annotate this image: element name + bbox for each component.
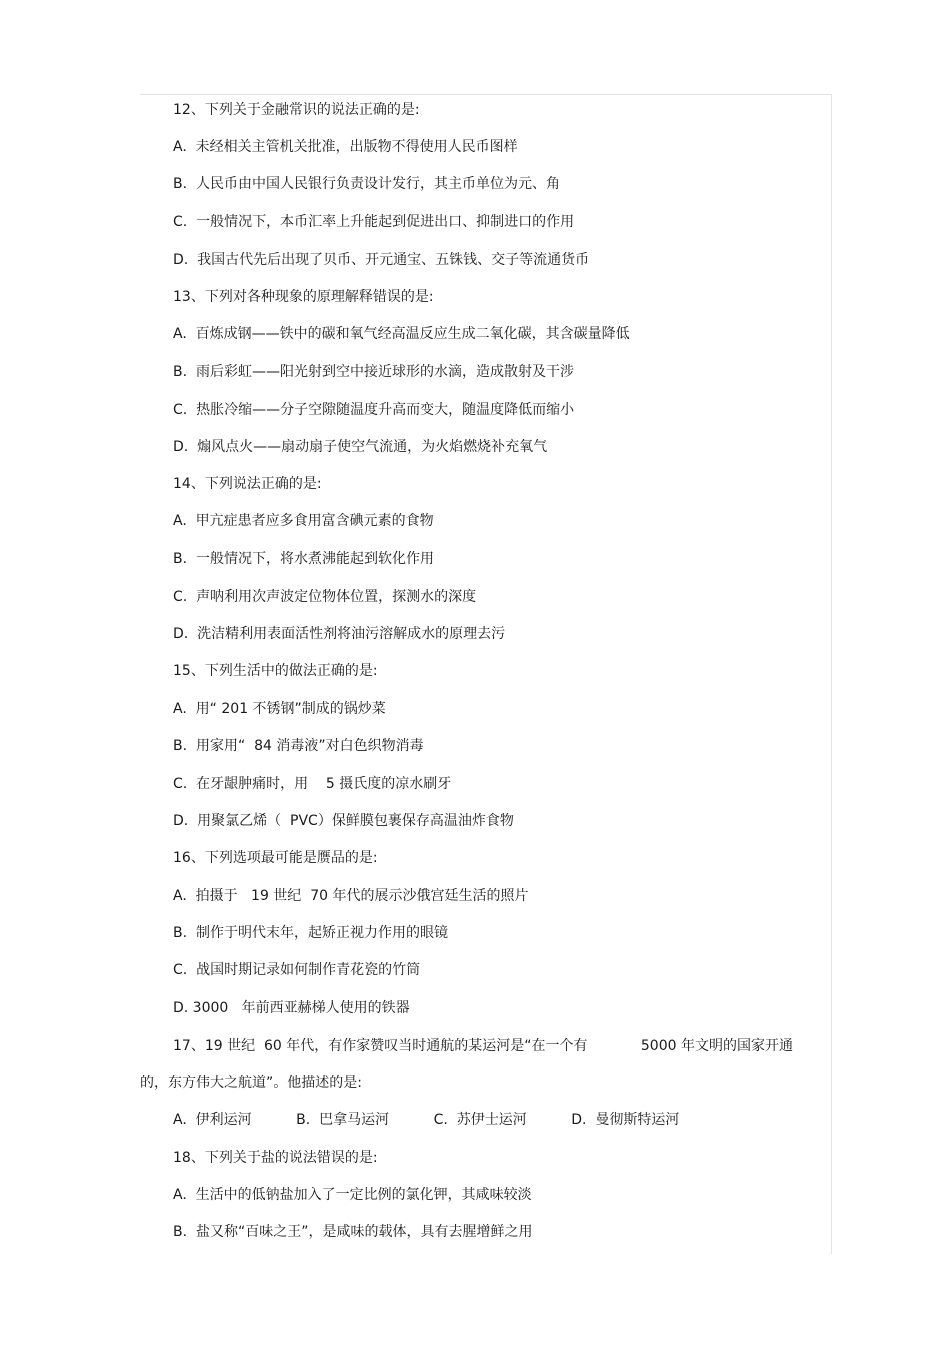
question-15-option-d: D. 用聚氯乙烯（ PVC）保鲜膜包裹保存高温油炸食物 — [173, 813, 514, 829]
question-15-option-b: B. 用家用“ 84 消毒液”对白色织物消毒 — [173, 738, 424, 754]
question-14-option-c: C. 声呐利用次声波定位物体位置，探测水的深度 — [173, 589, 477, 605]
question-18-option-b: B. 盐又称“百味之王”，是咸味的载体，具有去腥增鲜之用 — [173, 1224, 533, 1240]
question-14-option-d: D. 洗洁精利用表面活性剂将油污溶解成水的原理去污 — [173, 626, 506, 642]
question-12-option-b: B. 人民币由中国人民银行负责设计发行，其主币单位为元、角 — [173, 176, 560, 192]
question-13-option-d: D. 煽风点火——扇动扇子使空气流通，为火焰燃烧补充氧气 — [173, 439, 548, 455]
question-12: 12、下列关于金融常识的说法正确的是: — [173, 102, 420, 118]
question-16-option-a: A. 拍摄于 19 世纪 70 年代的展示沙俄宫廷生活的照片 — [173, 888, 529, 904]
question-15-option-c: C. 在牙龈肿痛时，用 5 摄氏度的凉水刷牙 — [173, 776, 452, 792]
question-13-option-c: C. 热胀冷缩——分子空隙随温度升高而变大，随温度降低而缩小 — [173, 402, 575, 418]
question-12-option-d: D. 我国古代先后出现了贝币、开元通宝、五铢钱、交子等流通货币 — [173, 252, 590, 268]
question-18: 18、下列关于盐的说法错误的是: — [173, 1150, 378, 1166]
question-12-option-a: A. 未经相关主管机关批准，出版物不得使用人民币图样 — [173, 139, 518, 155]
question-16: 16、下列选项最可能是赝品的是: — [173, 850, 378, 866]
question-13-option-b: B. 雨后彩虹——阳光射到空中接近球形的水滴，造成散射及干涉 — [173, 364, 574, 380]
question-16-option-b: B. 制作于明代末年，起矫正视力作用的眼镜 — [173, 925, 448, 941]
question-16-option-d: D. 3000 年前西亚赫梯人使用的铁器 — [173, 1000, 410, 1016]
question-16-option-c: C. 战国时期记录如何制作青花瓷的竹筒 — [173, 962, 421, 978]
question-18-option-a: A. 生活中的低钠盐加入了一定比例的氯化钾，其咸味较淡 — [173, 1187, 532, 1203]
question-17-options: A. 伊利运河 B. 巴拿马运河 C. 苏伊士运河 D. 曼彻斯特运河 — [173, 1112, 680, 1128]
question-13: 13、下列对各种现象的原理解释错误的是: — [173, 289, 434, 305]
question-15: 15、下列生活中的做法正确的是: — [173, 663, 378, 679]
question-17: 17、19 世纪 60 年代，有作家赞叹当时通航的某运河是“在一个有 5000 年文明的国家开通 — [173, 1038, 793, 1054]
question-14: 14、下列说法正确的是: — [173, 476, 322, 492]
question-17-continuation: 的，东方伟大之航道”。他描述的是: — [140, 1075, 362, 1091]
question-14-option-b: B. 一般情况下，将水煮沸能起到软化作用 — [173, 551, 434, 567]
question-14-option-a: A. 甲亢症患者应多食用富含碘元素的食物 — [173, 513, 434, 529]
question-12-option-c: C. 一般情况下，本币汇率上升能起到促进出口、抑制进口的作用 — [173, 214, 575, 230]
question-15-option-a: A. 用“ 201 不锈钢”制成的锅炒菜 — [173, 701, 386, 717]
question-13-option-a: A. 百炼成钢——铁中的碳和氧气经高温反应生成二氧化碳，其含碳量降低 — [173, 326, 630, 342]
